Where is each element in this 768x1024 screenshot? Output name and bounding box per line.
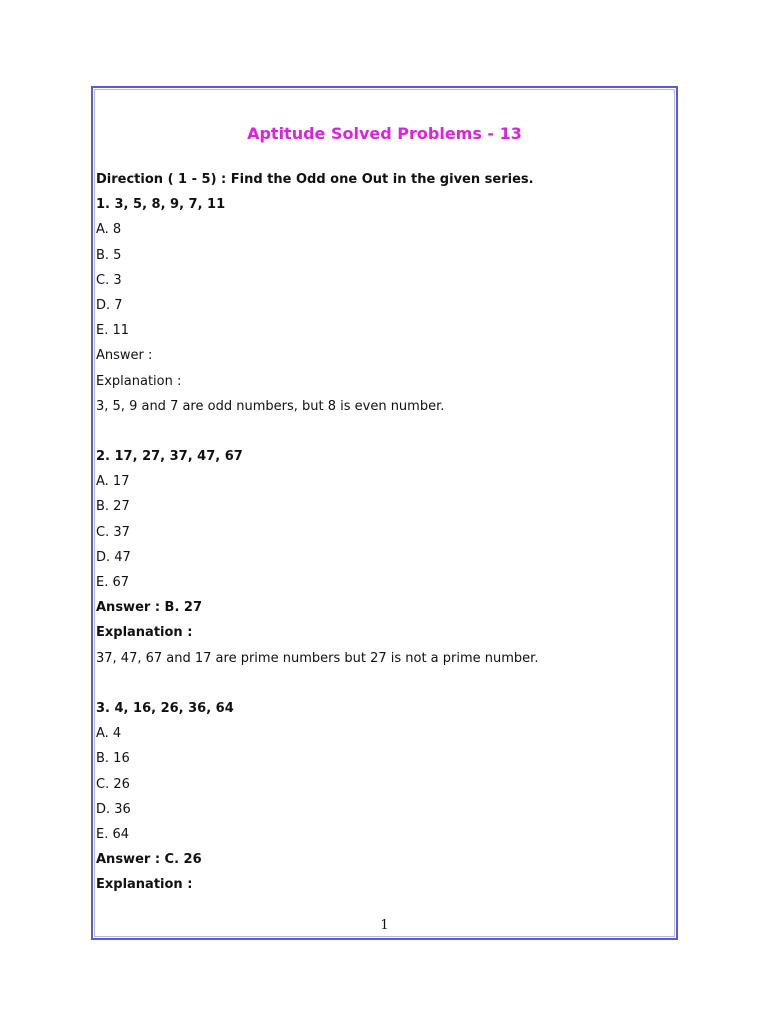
- spacer: [96, 422, 668, 447]
- question-2-explanation-label: Explanation :: [96, 625, 193, 641]
- question-1-option-c: C. 3: [96, 272, 122, 288]
- question-2: 2. 17, 27, 37, 47, 67: [96, 449, 243, 465]
- question-2-explanation: 37, 47, 67 and 17 are prime numbers but 27 is not a prime number.: [96, 650, 539, 666]
- question-2-answer: Answer : B. 27: [96, 600, 203, 616]
- question-2-option-c: C. 37: [96, 524, 130, 540]
- question-2-option-a: A. 17: [96, 474, 130, 490]
- question-2-option-b: B. 27: [96, 499, 130, 515]
- question-1-explanation: 3, 5, 9 and 7 are odd numbers, but 8 is even number.: [96, 398, 445, 414]
- question-3: 3. 4, 16, 26, 36, 64: [96, 700, 234, 716]
- question-3-answer: Answer : C. 26: [96, 852, 202, 868]
- document-content: [96, 170, 668, 900]
- question-3-option-e: E. 64: [96, 826, 130, 842]
- question-1-option-b: B. 5: [96, 247, 122, 263]
- question-3-option-d: D. 36: [96, 801, 131, 817]
- question-1-option-e: E. 11: [96, 323, 130, 339]
- question-1-answer: Answer :: [96, 348, 153, 364]
- question-3-explanation-label: Explanation :: [96, 877, 193, 893]
- question-2-option-d: D. 47: [96, 549, 131, 565]
- question-1-option-d: D. 7: [96, 297, 123, 313]
- page-frame: [91, 86, 678, 940]
- direction-text: Direction ( 1 - 5) : Find the Odd one Out in the given series.: [96, 172, 534, 187]
- question-1-explanation-label: Explanation :: [96, 373, 182, 389]
- page-title: Aptitude Solved Problems - 13: [247, 124, 522, 143]
- question-1: 1. 3, 5, 8, 9, 7, 11: [96, 197, 226, 213]
- question-3-option-c: C. 26: [96, 776, 130, 792]
- question-1-option-a: A. 8: [96, 222, 122, 238]
- question-3-option-a: A. 4: [96, 726, 122, 742]
- question-2-option-e: E. 67: [96, 575, 130, 590]
- spacer: [96, 674, 668, 699]
- page-number: 1: [380, 918, 389, 933]
- question-3-option-b: B. 16: [96, 751, 130, 767]
